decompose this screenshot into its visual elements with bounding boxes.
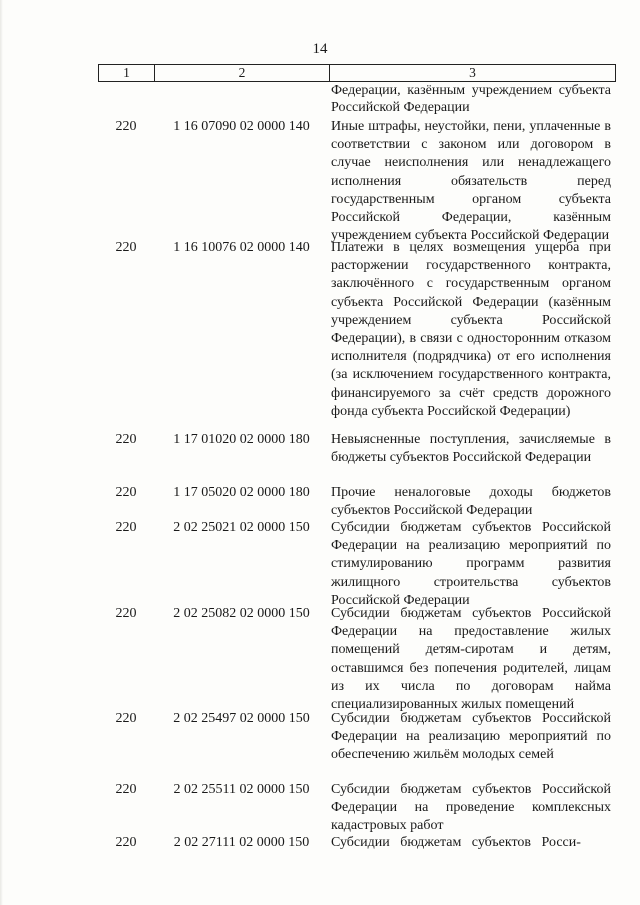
admin-code-cell: 220 [115,711,137,726]
budget-code-cell: 2 02 27111 02 0000 150 [173,835,310,850]
column-header-2: 2 [155,65,330,81]
admin-code-cell: 220 [115,119,137,134]
table-row [0,239,640,431]
table-row [0,834,640,854]
description-cell: Субсидии бюджетам субъектов Российской Федерации на реализацию мероприятий по обеспечению жильём молодых семей [331,711,611,763]
table-row [0,484,640,519]
admin-code-cell: 220 [115,240,137,255]
admin-code-cell: 220 [115,782,137,797]
column-header-1: 1 [99,65,155,81]
description-cell: Субсидии бюджетам субъектов Российской Федерации на проведение комплексных кадастровых работ [331,782,611,834]
budget-code-cell: 1 17 05020 02 0000 180 [173,485,310,500]
description-cell: Субсидии бюджетам субъектов Российской Федерации на реализацию мероприятий по стимулированию программ развития жилищного строительства субъектов Российской Федерации [331,520,611,608]
budget-code-cell: 2 02 25511 02 0000 150 [173,782,310,797]
admin-code-cell: 220 [115,520,137,535]
budget-code-cell: 2 02 25497 02 0000 150 [173,711,310,726]
admin-code-cell: 220 [115,432,137,447]
admin-code-cell: 220 [115,606,137,621]
description-cell: Субсидии бюджетам субъектов Российской Федерации на предоставление жилых помещений детям-сиротам и детям, оставшимся без попечения родителей, лицам из их числа по договорам найма специализированных жилых помещений [331,606,611,713]
description-cell: Иные штрафы, неустойки, пени, уплаченные в соответствии с законом или договором в случае неисполнения или ненадлежащего исполнения обязательств перед государственным органом субъекта Российской Федерации, казённым учреждением субъекта Российской Федерации [331,119,611,244]
description-cell: Субсидии бюджетам субъектов Росси- [331,835,581,850]
budget-code-cell: 1 16 07090 02 0000 140 [173,119,310,134]
budget-code-cell: 1 16 10076 02 0000 140 [173,240,310,255]
admin-code-cell: 220 [115,835,137,850]
table-row [0,710,640,781]
table-row [0,781,640,834]
description-cell: Невыясненные поступления, зачисляемые в бюджеты субъектов Российской Федерации [331,432,611,466]
table-row [0,605,640,713]
description-cell: Прочие неналоговые доходы бюджетов субъектов Российской Федерации [331,485,611,519]
revenue-table-body [0,82,640,854]
budget-code-cell: 2 02 25082 02 0000 150 [173,606,310,621]
page-number: 14 [312,41,328,57]
description-cell: Федерации, казённым учреждением субъекта Российской Федерации [331,83,611,115]
column-header-row [98,64,616,82]
admin-code-cell: 220 [115,485,137,500]
table-row [0,431,640,484]
table-row [0,519,640,608]
column-header-3: 3 [469,65,476,80]
budget-code-cell: 1 17 01020 02 0000 180 [173,432,310,447]
table-row [0,118,640,244]
table-row [0,82,640,118]
budget-code-cell: 2 02 25021 02 0000 150 [173,520,310,535]
description-cell: Платежи в целях возмещения ущерба при расторжении государственного контракта, заключённого с государственным органом субъекта Российской Федерации (казённым учреждением субъекта Российской Федерации), в связи с односторонним отказом исполнителя (подрядчика) от его исполнения (за исключением государственного контракта, финансируемого за счёт средств дорожного фонда субъекта Российской Федерации) [331,240,611,419]
